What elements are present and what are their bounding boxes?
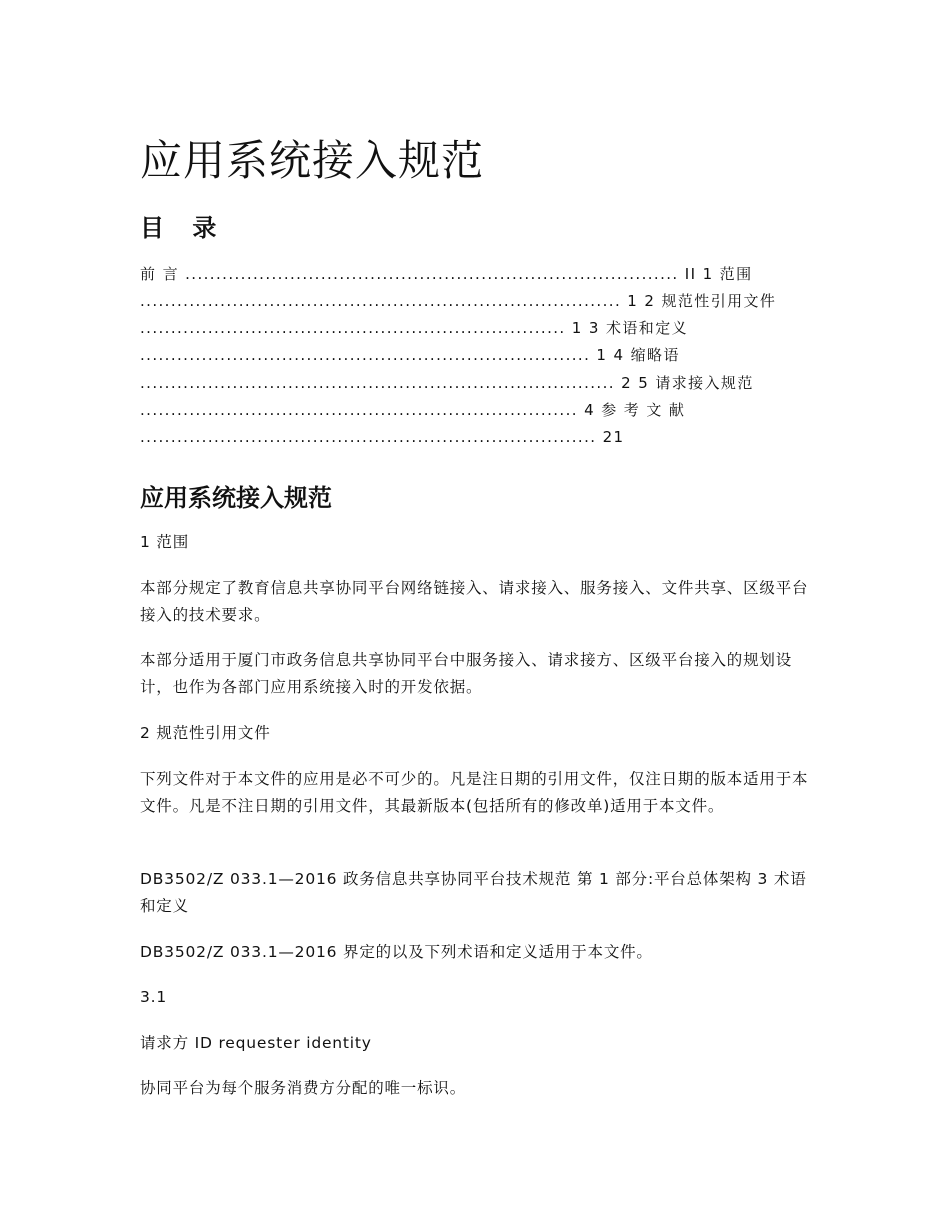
paragraph: DB3502/Z 033.1—2016 界定的以及下列术语和定义适用于本文件。 — [140, 943, 653, 961]
paragraph: 本部分适用于厦门市政务信息共享协同平台中服务接入、请求接方、区级平台接入的规划设计，也作为各部门应用系统接入时的开发依据。 — [140, 651, 793, 696]
term-definition: 协同平台为每个服务消费方分配的唯一标识。 — [140, 1079, 467, 1097]
toc-heading: 目 录 — [140, 214, 227, 242]
toc-line[interactable]: .............................................................................. 1 2 规范性引用文件 — [140, 292, 777, 310]
document-title: 应用系统接入规范 — [140, 136, 485, 185]
paragraph: 下列文件对于本文件的应用是必不可少的。凡是注日期的引用文件，仅注日期的版本适用于本文件。凡是不注日期的引用文件，其最新版本(包括所有的修改单)适用于本文件。 — [140, 770, 809, 815]
reference-entry: DB3502/Z 033.1—2016 政务信息共享协同平台技术规范 第 1 部分:平台总体架构 3 术语和定义 — [140, 870, 807, 915]
toc-line[interactable]: ............................................................................. 2 5 请求接入规范 — [140, 374, 754, 392]
toc-line[interactable]: ......................................................................... 1 4 缩略语 — [140, 346, 680, 364]
toc-line[interactable]: ..................................................................... 1 3 术语和定义 — [140, 319, 688, 337]
clause-heading-scope: 1 范围 — [140, 533, 189, 551]
section-title: 应用系统接入规范 — [140, 484, 332, 512]
term-name: 请求方 ID requester identity — [140, 1034, 372, 1052]
term-number: 3.1 — [140, 988, 168, 1006]
clause-heading-references: 2 规范性引用文件 — [140, 724, 271, 742]
paragraph: 本部分规定了教育信息共享协同平台网络链接入、请求接入、服务接入、文件共享、区级平台接入的技术要求。 — [140, 579, 809, 624]
toc-line[interactable]: ....................................................................... 4 参 考 文 献 — [140, 401, 686, 419]
toc-line[interactable]: 前 言 ................................................................................ II 1 范围 — [140, 265, 753, 283]
toc-line[interactable]: .......................................................................... 21 — [140, 428, 625, 446]
